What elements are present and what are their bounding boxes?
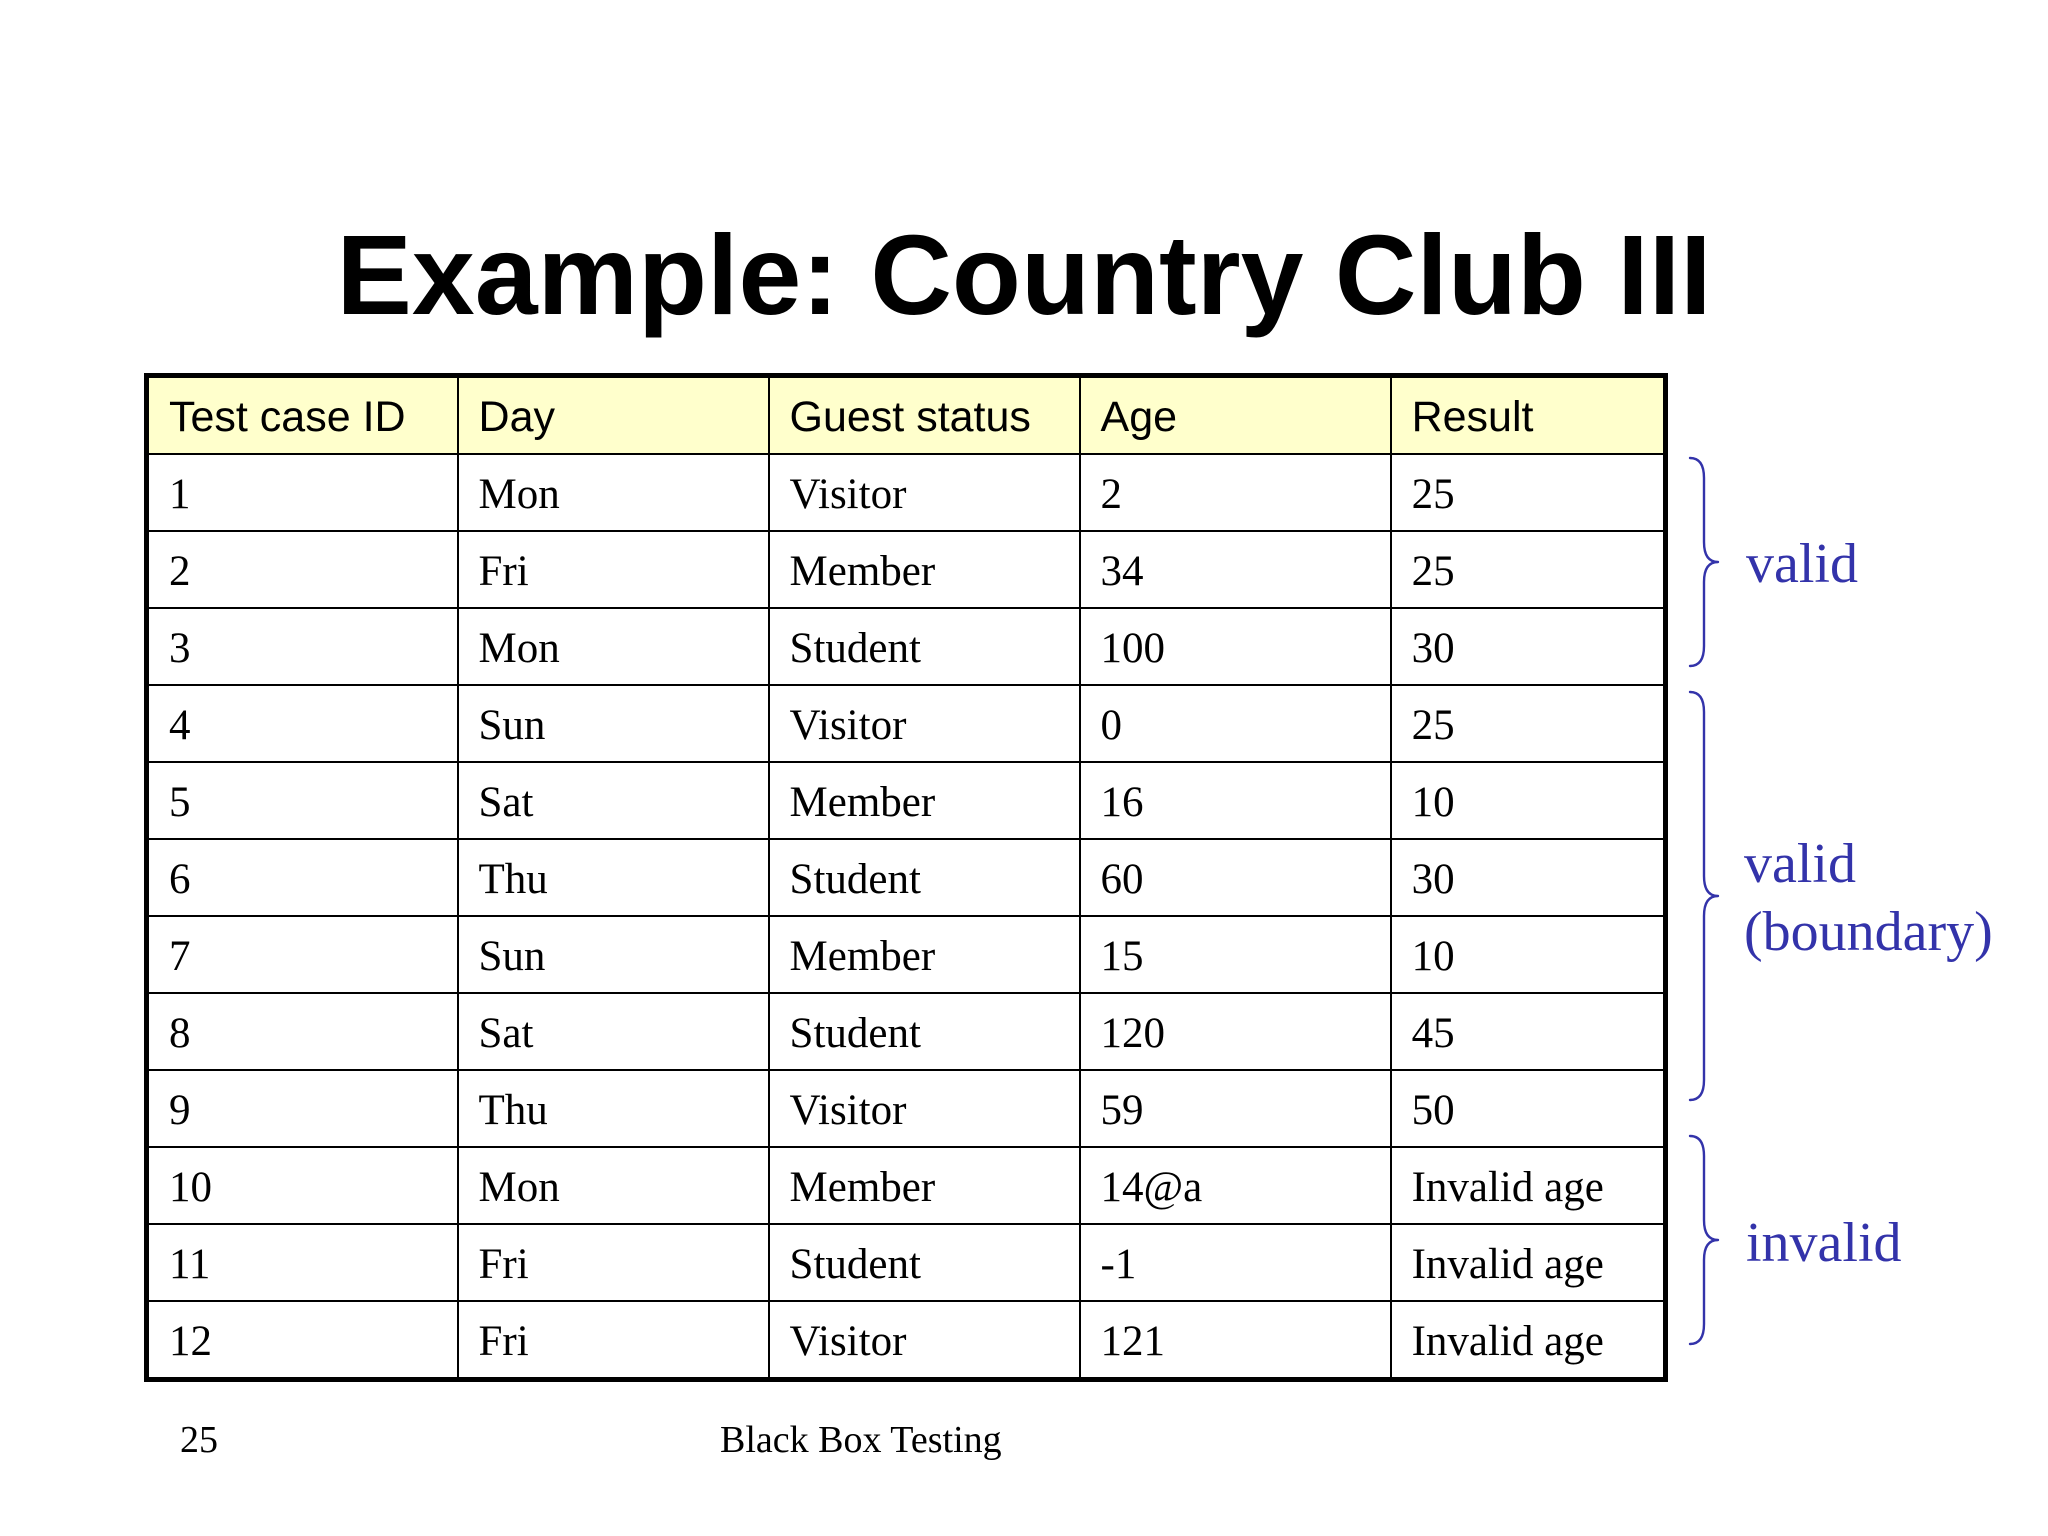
slide-number: 25 <box>180 1419 218 1461</box>
cell-age: 100 <box>1080 608 1391 685</box>
cell-guest-status: Student <box>769 608 1080 685</box>
cell-guest-status: Member <box>769 1147 1080 1224</box>
cell-age: 2 <box>1080 454 1391 531</box>
table-row <box>147 454 1666 531</box>
cell-result: 25 <box>1391 454 1666 531</box>
cell-test-case-id: 2 <box>147 531 458 608</box>
valid-boundary-label <box>1744 830 1993 966</box>
table-row <box>147 1147 1666 1224</box>
cell-age: 16 <box>1080 762 1391 839</box>
table-row <box>147 1224 1666 1301</box>
cell-day: Sun <box>458 685 769 762</box>
header-test-case-id: Test case ID <box>147 376 458 455</box>
cell-day: Mon <box>458 608 769 685</box>
table-row <box>147 993 1666 1070</box>
test-case-table <box>144 373 1668 1382</box>
table-row <box>147 1070 1666 1147</box>
cell-guest-status: Member <box>769 531 1080 608</box>
cell-result: 25 <box>1391 531 1666 608</box>
cell-day: Mon <box>458 454 769 531</box>
cell-result: 30 <box>1391 839 1666 916</box>
cell-guest-status: Visitor <box>769 1070 1080 1147</box>
table-row <box>147 531 1666 608</box>
cell-guest-status: Visitor <box>769 454 1080 531</box>
header-guest-status: Guest status <box>769 376 1080 455</box>
table-row <box>147 608 1666 685</box>
cell-result: Invalid age <box>1391 1224 1666 1301</box>
header-age: Age <box>1080 376 1391 455</box>
invalid-brace-icon <box>1686 1134 1726 1346</box>
cell-test-case-id: 6 <box>147 839 458 916</box>
footer-title: Black Box Testing <box>720 1419 1002 1461</box>
cell-age: 0 <box>1080 685 1391 762</box>
cell-test-case-id: 7 <box>147 916 458 993</box>
cell-test-case-id: 8 <box>147 993 458 1070</box>
cell-test-case-id: 1 <box>147 454 458 531</box>
valid-brace-icon <box>1686 456 1726 668</box>
valid-boundary-brace-icon <box>1686 690 1726 1102</box>
cell-guest-status: Student <box>769 1224 1080 1301</box>
cell-test-case-id: 11 <box>147 1224 458 1301</box>
cell-result: 25 <box>1391 685 1666 762</box>
valid-boundary-label-line1: valid <box>1744 833 1856 895</box>
cell-test-case-id: 4 <box>147 685 458 762</box>
cell-test-case-id: 5 <box>147 762 458 839</box>
cell-test-case-id: 10 <box>147 1147 458 1224</box>
valid-boundary-label-line2: (boundary) <box>1744 901 1993 963</box>
cell-day: Fri <box>458 1301 769 1380</box>
table-row <box>147 839 1666 916</box>
invalid-label: invalid <box>1746 1212 1902 1274</box>
valid-label: valid <box>1746 533 1858 595</box>
cell-age: 121 <box>1080 1301 1391 1380</box>
table-header-row <box>147 376 1666 455</box>
cell-age: -1 <box>1080 1224 1391 1301</box>
cell-day: Sun <box>458 916 769 993</box>
cell-age: 59 <box>1080 1070 1391 1147</box>
cell-guest-status: Student <box>769 839 1080 916</box>
cell-guest-status: Student <box>769 993 1080 1070</box>
header-result: Result <box>1391 376 1666 455</box>
cell-age: 14@a <box>1080 1147 1391 1224</box>
table-row <box>147 762 1666 839</box>
cell-day: Thu <box>458 1070 769 1147</box>
cell-test-case-id: 12 <box>147 1301 458 1380</box>
cell-guest-status: Visitor <box>769 1301 1080 1380</box>
cell-result: 10 <box>1391 916 1666 993</box>
cell-day: Thu <box>458 839 769 916</box>
header-day: Day <box>458 376 769 455</box>
slide-title: Example: Country Club III <box>336 212 1712 338</box>
cell-age: 15 <box>1080 916 1391 993</box>
cell-day: Sat <box>458 762 769 839</box>
cell-test-case-id: 9 <box>147 1070 458 1147</box>
cell-guest-status: Member <box>769 762 1080 839</box>
cell-result: Invalid age <box>1391 1147 1666 1224</box>
table-row <box>147 916 1666 993</box>
table-row <box>147 1301 1666 1380</box>
cell-result: 45 <box>1391 993 1666 1070</box>
cell-age: 60 <box>1080 839 1391 916</box>
cell-day: Fri <box>458 1224 769 1301</box>
cell-day: Fri <box>458 531 769 608</box>
cell-guest-status: Member <box>769 916 1080 993</box>
table-row <box>147 685 1666 762</box>
cell-age: 120 <box>1080 993 1391 1070</box>
cell-result: 30 <box>1391 608 1666 685</box>
cell-result: 50 <box>1391 1070 1666 1147</box>
cell-age: 34 <box>1080 531 1391 608</box>
cell-day: Sat <box>458 993 769 1070</box>
cell-result: 10 <box>1391 762 1666 839</box>
cell-guest-status: Visitor <box>769 685 1080 762</box>
cell-day: Mon <box>458 1147 769 1224</box>
cell-result: Invalid age <box>1391 1301 1666 1380</box>
cell-test-case-id: 3 <box>147 608 458 685</box>
